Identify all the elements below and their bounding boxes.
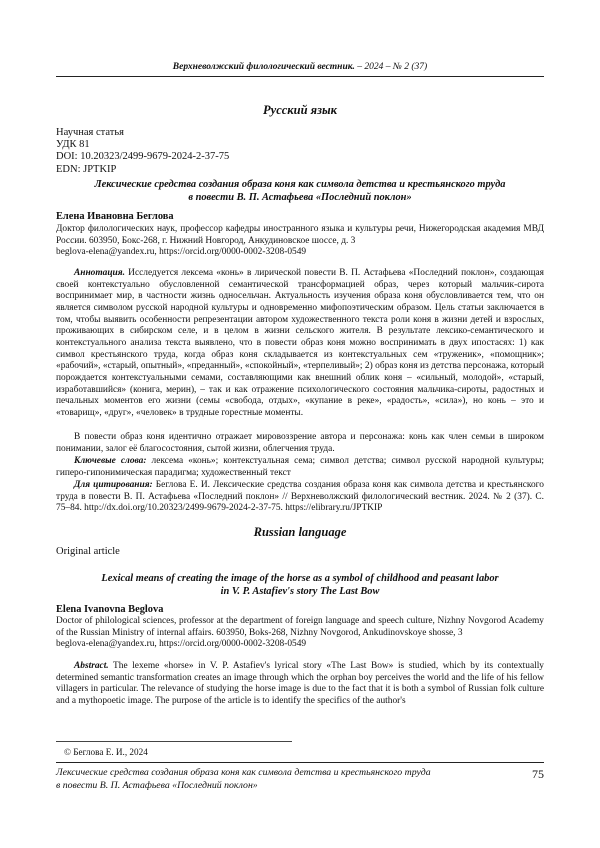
header-rule <box>56 76 544 77</box>
author-affiliation-en <box>56 616 544 651</box>
abstract-ru-text: Исследуется лексема «конь» в лирической повести В. П. Астафьева «Последний поклон», создающая своей контекстуально обусловленной семантической трансформацией образ, через который мальчик-сирота воспринимает мир, в частности жизнь односельчан. Актуальность изучения образа коня обусловливается тем, что он является символом русской народной культуры и одновременно мифопоэтическим образом. Цель статьи заключается в том, чтобы выявить особенности репрезентации автором художественного текста роли коня в жизни детей и взрослых, проживающих в сибирском селе, и в целом в жизни сельского жителя. В результате лексико-семантического и контекстуального анализа текста выявлено, что в повести образ коня можно воспринимать в двух ипостасях: 1) как символ крестьянского труда, когда образ коня складывается из контекстуальных сем «труженик», «помощник»; «рабочий», «старый, опытный», «преданный», «спокойный», «терпеливый»; 2) образ коня из детства персонажа, который порождается контекстуальными семами, составляющими как внешний облик коня – «сильный, молодой», «старый, изработавшийся» (конига, мерин), – так и как отражение психологического состояния мальчика-сироты, радостных и печальных моментов его жизни (семы «свобода, отдых», «купание в реке», «радость», «сила»), но конь – это и «товарищ», «друг», «человек» в трудные горестные моменты. <box>56 268 544 418</box>
author-name-en: Elena Ivanovna Beglova <box>56 604 164 615</box>
contact-ru: beglova-elena@yandex.ru, https://orcid.org/0000-0002-3208-0549 <box>56 247 307 258</box>
article-type-ru: Научная статья <box>56 127 124 138</box>
citation-ru-label: Для цитирования: <box>74 480 153 490</box>
keywords-ru-label: Ключевые слова: <box>74 456 147 466</box>
affiliation-ru-text: Доктор филологических наук, профессор кафедры иностранного языка и культуры речи, Нижегородская академия МВД России. 603950, Бокс-268, г. Нижний Новгород, Анкудиновское шоссе, д. 3 <box>56 224 544 246</box>
edn: EDN: JPTKIP <box>56 163 117 175</box>
running-footer-line-1: Лексические средства создания образа коня как символа детства и крестьянского труда <box>56 767 431 778</box>
section-title-ru: Русский язык <box>263 103 337 117</box>
affiliation-en-text: Doctor of philological sciences, professor at the department of foreign language and speech culture, Nizhny Novgorod Academy of the Russian Ministry of internal affairs. 603950, Boks-268, Nizhny Novgorod, Ankudinovskoye shosse, 3 <box>56 616 544 638</box>
abstract-ru <box>56 268 544 420</box>
author-affiliation-ru <box>56 224 544 259</box>
article-title-en <box>80 573 520 598</box>
abstract-en <box>56 661 544 708</box>
contact-en: beglova-elena@yandex.ru, https://orcid.org/0000-0002-3208-0549 <box>56 639 307 650</box>
article-type-en: Original article <box>56 546 120 557</box>
title-en-line-2: in V. P. Astafiev's story The Last Bow <box>220 585 380 597</box>
keywords-ru <box>56 456 544 479</box>
abstract-en-label: Abstract. <box>74 661 109 671</box>
title-ru-line-1: Лексические средства создания образа коня как символа детства и крестьянского труда <box>94 179 506 190</box>
footer-rule <box>56 762 544 763</box>
copyright-note: © Беглова Е. И., 2024 <box>64 747 148 757</box>
udc-code: УДК 81 <box>56 139 90 151</box>
running-footer-line-2: в повести В. П. Астафьева «Последний поклон» <box>56 779 258 791</box>
footnote-rule <box>56 741 292 742</box>
abstract-ru-paragraph-2: В повести образ коня идентично отражает мировоззрение автора и персонажа: конь как член семьи в широком понимании, залог её благосостояния, сытой жизни, облегчения труда. <box>56 432 544 454</box>
page-number: 75 <box>532 767 544 781</box>
citation-ru <box>56 480 544 515</box>
title-ru-line-2: в повести В. П. Астафьева «Последний поклон» <box>188 191 412 203</box>
doi: DOI: 10.20323/2499-9679-2024-2-37-75 <box>56 151 230 163</box>
journal-header <box>0 62 600 72</box>
abstract-en-text: The lexeme «horse» in V. P. Astafiev's lyrical story «The Last Bow» is studied, which by its contextually determined semantic transformation creates an image through which the orphan boy perceives the world and the life of his fellow villagers in particular. The relevance of studying the horse image is due to the fact that it is both a symbol of Russian folk culture and a mythopoetic image. The purpose of the article is to identify the specifics of the author's <box>56 661 544 706</box>
running-footer <box>56 767 516 792</box>
section-title-en: Russian language <box>253 525 347 539</box>
abstract-ru-label: Аннотация. <box>74 268 125 278</box>
citation-ru-text: Беглова Е. И. Лексические средства создания образа коня как символа детства и крестьянского труда в повести В. П. Астафьева «Последний поклон» // Верхневолжский филологический вестник. 2024. № 2 (37). С. 75–84. http://dx.doi.org/10.20323/2499-9679-2024-2-37-75. https://elibrary.ru/JPTKIP <box>56 480 544 514</box>
title-en-line-1: Lexical means of creating the image of the horse as a symbol of childhood and peasant labor <box>101 573 499 584</box>
journal-issue: – 2024 – № 2 (37) <box>354 62 428 72</box>
keywords-ru-text: лексема «конь»; контекстуальная сема; символ детства; символ русской народной культуры; гиперо-гипонимическая парадигма; художественный текст <box>56 456 544 478</box>
article-title-ru <box>80 179 520 204</box>
article-meta-ru <box>56 127 229 176</box>
journal-name: Верхневолжский филологический вестник. <box>172 62 355 72</box>
author-name-ru: Елена Ивановна Беглова <box>56 211 174 222</box>
